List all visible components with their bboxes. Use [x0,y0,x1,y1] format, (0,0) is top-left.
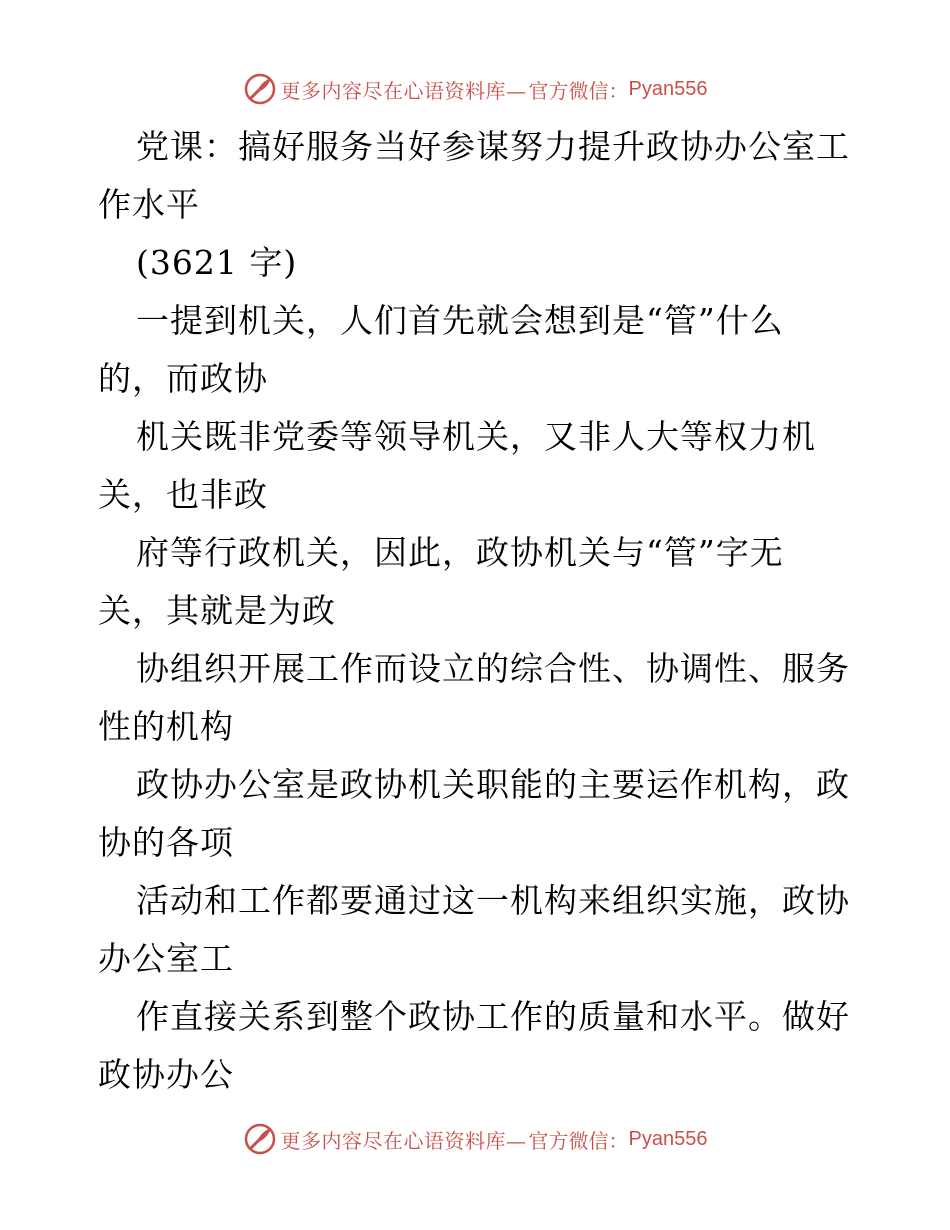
paragraph-line: 性的机构 [98,707,234,746]
title-line-1: 党课：搞好服务当好参谋努力提升政协办公室工 [136,127,850,166]
paragraph-line: 活动和工作都要通过这一机构来组织实施，政协 [136,881,850,920]
footer-banner [0,1122,950,1156]
paragraph-line: 关，其就是为政 [98,591,336,630]
banner-text: 更多内容尽在心语资料库— [280,78,527,103]
banner-wechat-id: Pyan556 [628,77,708,100]
paragraph-line: 府等行政机关，因此，政协机关与“管”字无 [136,533,784,572]
paragraph-line: 办公室工 [98,939,234,978]
paragraph-line: 关，也非政 [98,475,268,514]
banner-wechat-id: Pyan556 [628,1127,708,1150]
quill-logo-icon [243,1122,277,1156]
banner-wechat-label: 官方微信： [528,78,629,103]
header-banner [0,72,950,106]
banner-text: 更多内容尽在心语资料库— [280,1128,527,1153]
word-count: (3621 字) [136,243,298,282]
paragraph-line: 作直接关系到整个政协工作的质量和水平。做好 [136,997,850,1036]
paragraph-line: 的，而政协 [98,359,268,398]
title-line-2: 作水平 [98,185,200,224]
paragraph-line: 协组织开展工作而设立的综合性、协调性、服务 [136,649,850,688]
paragraph-line: 协的各项 [98,823,234,862]
paragraph-line: 政协办公 [98,1055,234,1094]
paragraph-line: 机关既非党委等领导机关，又非人大等权力机 [136,417,816,456]
banner-wechat-label: 官方微信： [528,1128,629,1153]
document-body [98,118,858,1104]
quill-logo-icon [243,72,277,106]
paragraph-line: 政协办公室是政协机关职能的主要运作机构，政 [136,765,850,804]
paragraph-line: 一提到机关，人们首先就会想到是“管”什么 [136,301,784,340]
